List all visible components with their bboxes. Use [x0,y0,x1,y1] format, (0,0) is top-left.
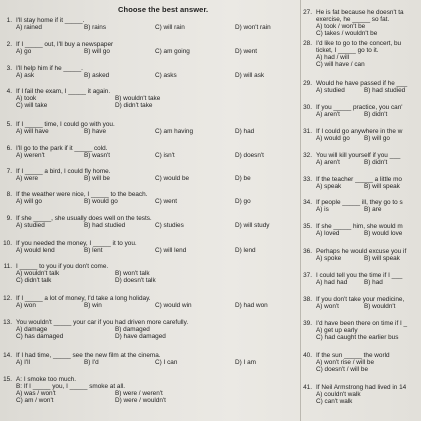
answer-option: D) will ask [235,72,265,79]
question-38 [300,296,404,310]
answer-option: A) would go [316,135,350,142]
question-stem: If you needed the money, I _____ it to you. [16,240,137,247]
answer-option: C) I can [155,359,178,366]
answer-option: B) will speak [364,255,400,262]
question-number: 33. [303,176,312,183]
answer-option: A) won [16,302,36,309]
answer-option: A) were [16,175,39,182]
question-stem: If I had time, _____ see the new film at the cinema. [16,352,161,359]
question-stem: If the sun _____ the world [316,352,390,359]
question-number: 2. [6,41,12,48]
question-stem: If the weather were nice, I _____ to the beach. [16,191,148,198]
question-number: 39. [303,320,312,327]
question-stem: If you _____ practice, you can' [316,104,403,111]
answer-option: C) asks [155,72,177,79]
answer-option: B) have [84,128,107,135]
question-number: 3. [6,65,12,72]
question-33 [300,176,402,190]
answer-option: D) went [235,48,258,55]
answer-option: A) studied [316,87,345,94]
answer-option: B) will speak [364,183,400,190]
question-stem: If I _____ out, I'll buy a newspaper [16,41,114,48]
question-number: 27. [303,9,312,16]
answer-option: A) took / won't be [316,23,366,30]
question-number: 9. [6,215,12,222]
question-39 [300,320,407,341]
question-34 [300,199,403,213]
question-stem: I could tell you the time if I ___ [316,272,403,279]
answer-option: C) has damaged [16,333,64,340]
answer-option: C) takes / wouldn't be [316,30,378,37]
question-11 [0,263,156,284]
answer-option: A) aren't [316,159,340,166]
answer-option: C) will rain [155,24,185,31]
answer-option: A) couldn't walk [316,391,361,398]
question-29 [300,80,407,94]
question-stem: If I _____ time, I could go with you. [16,121,115,128]
question-number: 11. [3,263,12,270]
answer-option: C) went [155,198,178,205]
question-stem: If she _____, she usually does well on the tests. [16,215,152,222]
answer-option: B) won't talk [115,270,150,277]
question-number: 12. [3,295,12,302]
question-10 [0,240,256,254]
answer-option: A) weren't [16,152,45,159]
answer-option: C) can't walk [316,398,353,405]
answer-option: C) didn't talk [16,277,52,284]
question-13 [0,319,188,340]
question-30 [300,104,402,118]
question-stem: If Neil Armstrong had lived in 14 [316,384,407,391]
answer-option: D) won't rain [235,24,271,31]
answer-option: A) speak [316,183,342,190]
answer-option: D) go [235,198,251,205]
question-number: 37. [303,272,312,279]
answer-option: A) had had [316,279,348,286]
answer-option: B) had [364,279,383,286]
question-27 [300,9,404,37]
question-stem: If I _____ a bird, I could fly home. [16,168,111,175]
question-stem-line-2: B: If I _____ you, I _____ smoke at all. [16,383,126,390]
answer-option: C) had caught the earlier bus [316,334,399,341]
question-stem: If the teacher _____ a little mo [316,176,402,183]
answer-option: A) damage [16,326,48,333]
question-31 [300,128,402,142]
answer-option: B) will be [84,175,110,182]
question-number: 38. [303,296,312,303]
question-stem: If people _____ ill, they go to s [316,199,403,206]
question-number: 14. [3,352,12,359]
worksheet-title: Choose the best answer. [118,5,209,14]
question-stem: If I could go anywhere in the w [316,128,403,135]
answer-option: C) would be [155,175,190,182]
answer-option: A) spoke [316,255,342,262]
answer-option: B) would love [364,230,403,237]
answer-option: B) didn't [364,111,388,118]
answer-option: C) will take [16,102,48,109]
question-stem: If she _____ him, she would m [316,223,403,230]
answer-option: D) doesn't talk [115,277,156,284]
answer-option: B) had studied [84,222,126,229]
answer-option: A) studied [16,222,45,229]
answer-option: B) win [84,302,102,309]
answer-option: C) would win [155,302,192,309]
answer-option: A) would lend [16,247,55,254]
answer-option: D) didn't take [115,102,153,109]
answer-option: A) took [16,95,37,102]
question-number: 13. [3,319,12,326]
answer-option: B) damaged [115,326,150,333]
question-36 [300,248,406,262]
question-8 [0,191,251,205]
answer-option: B) will go [364,135,390,142]
question-3 [0,65,265,79]
answer-option: A) I'll [16,359,31,366]
question-stem: I'll stay home if it _____. [16,17,85,24]
question-9 [0,215,270,229]
question-41 [300,384,406,405]
question-2 [0,41,258,55]
answer-option: C) am going [155,48,190,55]
answer-option: B) will go [84,48,110,55]
answer-option: A) ask [16,72,35,79]
question-stem: Perhaps he would excuse you if [316,248,407,255]
question-4 [0,88,161,109]
question-number: 32. [303,152,312,159]
question-28 [300,40,401,68]
answer-option: B) wasn't [84,152,111,159]
question-stem: I'd like to go to the concert, bu [316,40,402,47]
question-stem: A: I smoke too much. [16,376,77,383]
question-stem: You wouldn't _____ your car if you had driven more carefully. [16,319,189,326]
answer-option: B) didn't [364,159,388,166]
answer-option: D) have damaged [115,333,166,340]
answer-option: A) rained [16,24,42,31]
answer-option: B) asked [84,72,110,79]
question-number: 5. [6,121,12,128]
question-14 [0,352,256,366]
question-stem: I _____ to you if you don't come. [16,263,109,270]
answer-option: C) am / won't [16,397,54,404]
question-35 [300,223,403,237]
answer-option: B) are [364,206,382,213]
question-number: 29. [303,80,312,87]
question-number: 7. [6,168,12,175]
answer-option: B) I'd [84,359,99,366]
question-15 [0,376,166,404]
question-stem: If I _____ a lot of money, I'd take a long holiday. [16,295,151,302]
answer-option: A) won't [316,303,339,310]
answer-option: A) aren't [316,111,340,118]
answer-option: D) lend [235,247,256,254]
question-7 [0,168,251,182]
question-40 [300,352,390,373]
question-number: 8. [6,191,12,198]
answer-option: D) were / wouldn't [115,397,166,404]
answer-option: B) lent [84,247,103,254]
answer-option: C) isn't [155,152,175,159]
question-number: 31. [303,128,312,135]
answer-option: A) is [316,206,329,213]
question-number: 4. [6,88,12,95]
answer-option: A) go [16,48,32,55]
answer-option: A) will have [16,128,49,135]
answer-option: D) had [235,128,255,135]
answer-option: B) would go [84,198,118,205]
question-stem: I'll go to the park if it _____ cold. [16,145,108,152]
answer-option: C) will have / can [316,61,365,68]
answer-option: A) get up early [316,327,358,334]
answer-option: B) wouldn't [364,303,396,310]
answer-option: D) I am [235,359,256,366]
answer-option: D) will study [235,222,270,229]
answer-option: D) doesn't [235,152,264,159]
question-stem: ticket, I _____ go to it. [316,47,379,54]
answer-option: A) loved [316,230,340,237]
question-number: 1. [6,17,12,24]
question-number: 15. [3,376,12,383]
question-number: 40. [303,352,312,359]
question-stem: He is fat because he doesn't ta [316,9,404,16]
answer-option: A) won't rise / will be [316,359,375,366]
answer-option: C) studies [155,222,184,229]
answer-option: B) were / weren't [115,390,163,397]
question-stem: If I fail the exam, I _____ it again. [16,88,111,95]
question-number: 10. [3,240,12,247]
answer-option: C) doesn't / will be [316,366,369,373]
question-37 [300,272,402,286]
question-5 [0,121,255,135]
answer-option: C) am having [155,128,194,135]
question-number: 36. [303,248,312,255]
question-number: 30. [303,104,312,111]
answer-option: A) was / won't [16,390,56,397]
answer-option: D) be [235,175,251,182]
answer-option: A) had / will [316,54,350,61]
question-12 [0,295,268,309]
question-number: 35. [303,223,312,230]
question-stem: Would he have passed if he ___ [316,80,408,87]
question-stem: exercise, he _____ so fat. [316,16,390,23]
question-32 [300,152,400,166]
answer-option: B) wouldn't take [115,95,161,102]
question-1 [0,17,271,31]
answer-option: A) will go [16,198,42,205]
question-stem: I'll help him if he _____. [16,65,83,72]
question-stem: You will kill yourself if you ___ [316,152,401,159]
answer-option: B) rains [84,24,107,31]
answer-option: A) wouldn't talk [16,270,60,277]
question-6 [0,145,264,159]
question-number: 28. [303,40,312,47]
question-number: 34. [303,199,312,206]
answer-option: B) had studied [364,87,406,94]
answer-option: C) will lend [155,247,187,254]
question-number: 41. [303,384,312,391]
question-number: 6. [6,145,12,152]
question-stem: I'd have been there on time if I _ [316,320,408,327]
question-stem: If you don't take your medicine, [316,296,405,303]
answer-option: D) had won [235,302,268,309]
